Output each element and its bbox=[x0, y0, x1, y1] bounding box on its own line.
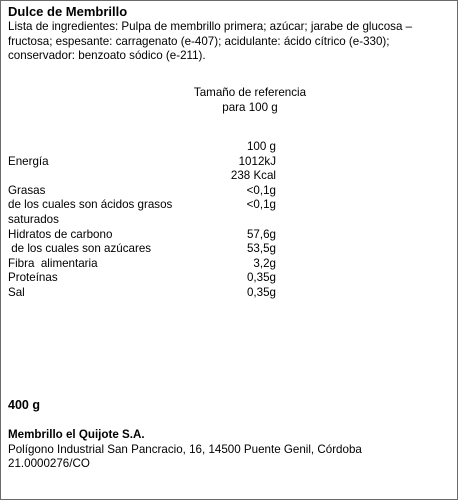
net-weight: 400 g bbox=[8, 398, 40, 412]
ingredients-line: conservador: benzoato sódico (e-211). bbox=[8, 49, 206, 63]
nutrient-label: Energía bbox=[8, 154, 49, 168]
nutrition-row bbox=[8, 155, 448, 170]
nutrition-table bbox=[8, 140, 448, 301]
nutrient-value: 0,35g bbox=[246, 285, 276, 299]
company-info bbox=[8, 428, 452, 472]
nutrition-row bbox=[8, 184, 448, 199]
nutrition-row bbox=[8, 228, 448, 243]
nutrient-label: Grasas bbox=[8, 183, 46, 197]
nutrient-label: Hidratos de carbono bbox=[8, 227, 113, 241]
nutrient-value: 57,6g bbox=[246, 227, 276, 241]
nutrition-row bbox=[8, 271, 448, 286]
nutrient-value: 1012kJ bbox=[238, 154, 276, 168]
nutrient-label: Sal bbox=[8, 285, 25, 299]
company-registry: 21.0000276/CO bbox=[8, 457, 90, 471]
ingredients-line: fructosa; espesante: carragenato (e-407); acidulante: ácido cítrico (e-330); bbox=[8, 34, 390, 48]
product-title: Dulce de Membrillo bbox=[8, 4, 128, 19]
reference-size-header bbox=[175, 86, 325, 115]
nutrient-value: 0,35g bbox=[246, 271, 276, 285]
nutrient-label: saturados bbox=[8, 212, 59, 226]
nutrient-value: 238 Kcal bbox=[230, 169, 276, 183]
nutrition-row bbox=[8, 257, 448, 272]
nutrition-row bbox=[8, 286, 448, 301]
ingredients-line: Lista de ingredientes: Pulpa de membrillo primera; azúcar; jarabe de glucosa – bbox=[8, 20, 413, 33]
reference-size-label: Tamaño de referencia bbox=[193, 86, 307, 99]
nutrition-row bbox=[8, 242, 448, 257]
nutrition-row bbox=[8, 213, 448, 228]
nutrient-value: <0,1g bbox=[246, 183, 276, 197]
nutrient-label: Fibra alimentaria bbox=[8, 256, 98, 270]
nutrition-row bbox=[8, 169, 448, 184]
nutrition-row bbox=[8, 198, 448, 213]
company-address: Polígono Industrial San Pancracio, 16, 14500 Puente Genil, Córdoba bbox=[8, 442, 362, 456]
nutrient-value: 3,2g bbox=[253, 256, 276, 270]
nutrient-value: <0,1g bbox=[246, 198, 276, 212]
reference-size-unit: para 100 g bbox=[222, 100, 278, 114]
nutrition-row bbox=[8, 140, 448, 155]
company-name: Membrillo el Quijote S.A. bbox=[8, 428, 145, 441]
ingredients-list bbox=[8, 20, 452, 64]
nutrient-value: 53,5g bbox=[246, 242, 276, 256]
nutrient-label: de los cuales son azúcares bbox=[8, 242, 152, 256]
nutrient-label: Proteínas bbox=[8, 271, 58, 285]
nutrient-value: 100 g bbox=[246, 140, 276, 153]
nutrient-label: de los cuales son ácidos grasos bbox=[8, 198, 173, 212]
